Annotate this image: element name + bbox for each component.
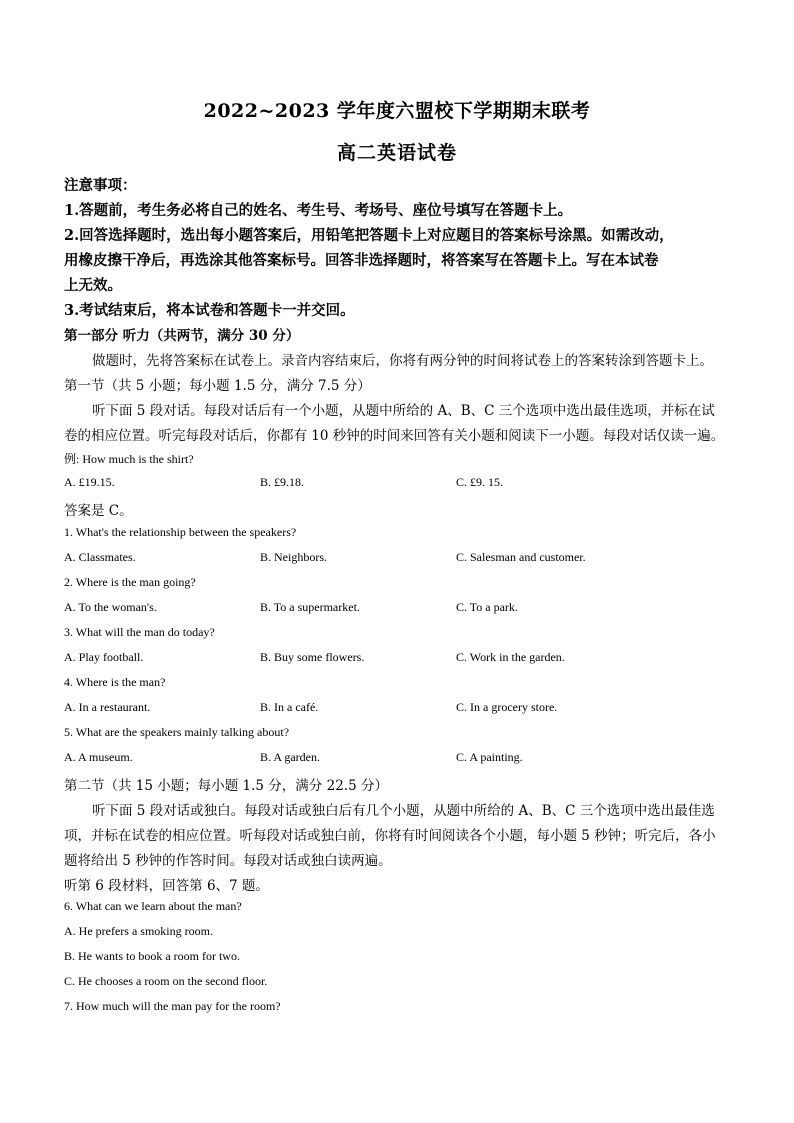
question-2-option-a: A. To the woman's. <box>64 600 157 614</box>
question-6-option-a: A. He prefers a smoking room. <box>64 924 213 938</box>
material-6-heading: 听第 6 段材料，回答第 6、7 题。 <box>64 878 269 894</box>
question-1-option-b: B. Neighbors. <box>260 550 327 564</box>
note-3: 3.考试结束后，将本试卷和答题卡一并交回。 <box>64 302 355 319</box>
question-1-option-a: A. Classmates. <box>64 550 136 564</box>
question-3-option-a: A. Play football. <box>64 650 144 664</box>
section2-intro-line-3: 题将给出 5 秒钟的作答时间。每段对话或独白读两遍。 <box>64 853 392 869</box>
question-4-option-c: C. In a grocery store. <box>456 700 558 714</box>
example-option-a: A. £19.15. <box>64 475 115 489</box>
part1-intro: 做题时，先将答案标在试卷上。录音内容结束后，你将有两分钟的时间将试卷上的答案转涂到答题卡上。 <box>92 353 713 369</box>
question-6-option-c: C. He chooses a room on the second floor. <box>64 974 268 988</box>
question-2-option-b: B. To a supermarket. <box>260 600 360 614</box>
note-2-line-2: 用橡皮擦干净后，再选涂其他答案标号。回答非选择题时，将答案写在答题卡上。写在本试卷 <box>64 252 659 269</box>
section2-intro-line-2: 项，并标在试卷的相应位置。听每段对话或独白前，你将有时间阅读各个小题，每小题 5 秒钟；听完后，各小 <box>64 828 716 844</box>
question-3-option-b: B. Buy some flowers. <box>260 650 365 664</box>
section2-intro-line-1: 听下面 5 段对话或独白。每段对话或独白后有几个小题，从题中所给的 A、B、C 三个选项中选出最佳选 <box>92 803 715 819</box>
question-3: 3. What will the man do today? <box>64 625 215 639</box>
note-2-line-3: 上无效。 <box>64 277 122 294</box>
question-6: 6. What can we learn about the man? <box>64 899 242 913</box>
example-question: 例: How much is the shirt? <box>64 452 194 466</box>
question-4: 4. Where is the man? <box>64 675 166 689</box>
exam-title: 2022~2023 学年度六盟校下学期期末联考 <box>203 100 591 122</box>
notes-heading: 注意事项： <box>64 177 137 194</box>
section2-heading: 第二节（共 15 小题；每小题 1.5 分，满分 22.5 分） <box>64 778 388 794</box>
question-5-option-c: C. A painting. <box>456 750 523 764</box>
question-5-option-a: A. A museum. <box>64 750 133 764</box>
question-3-option-c: C. Work in the garden. <box>456 650 565 664</box>
exam-subtitle: 高二英语试卷 <box>336 142 457 164</box>
question-1-option-c: C. Salesman and customer. <box>456 550 586 564</box>
example-option-b: B. £9.18. <box>260 475 305 489</box>
note-2-line-1: 2.回答选择题时，选出每小题答案后，用铅笔把答题卡上对应题目的答案标号涂黑。如需改动， <box>64 227 674 244</box>
section1-intro-line-2: 卷的相应位置。听完每段对话后，你都有 10 秒钟的时间来回答有关小题和阅读下一小题。每段对话仅读一遍。 <box>64 428 725 444</box>
note-1: 1.答题前，考生务必将自己的姓名、考生号、考场号、座位号填写在答题卡上。 <box>64 202 573 219</box>
question-5: 5. What are the speakers mainly talking about? <box>64 725 290 739</box>
question-4-option-b: B. In a café. <box>260 700 319 714</box>
question-6-option-b: B. He wants to book a room for two. <box>64 949 240 963</box>
example-option-c: C. £9. 15. <box>456 475 504 489</box>
example-answer: 答案是 C。 <box>64 503 133 519</box>
section1-intro-line-1: 听下面 5 段对话。每段对话后有一个小题，从题中所给的 A、B、C 三个选项中选出最佳选项，并标在试 <box>92 403 715 419</box>
question-7: 7. How much will the man pay for the room? <box>64 999 281 1013</box>
question-4-option-a: A. In a restaurant. <box>64 700 151 714</box>
section1-heading: 第一节（共 5 小题；每小题 1.5 分，满分 7.5 分） <box>64 378 371 394</box>
part1-heading: 第一部分 听力（共两节，满分 30 分） <box>64 328 300 344</box>
question-2-option-c: C. To a park. <box>456 600 518 614</box>
question-2: 2. Where is the man going? <box>64 575 196 589</box>
question-5-option-b: B. A garden. <box>260 750 320 764</box>
question-1: 1. What's the relationship between the speakers? <box>64 525 297 539</box>
